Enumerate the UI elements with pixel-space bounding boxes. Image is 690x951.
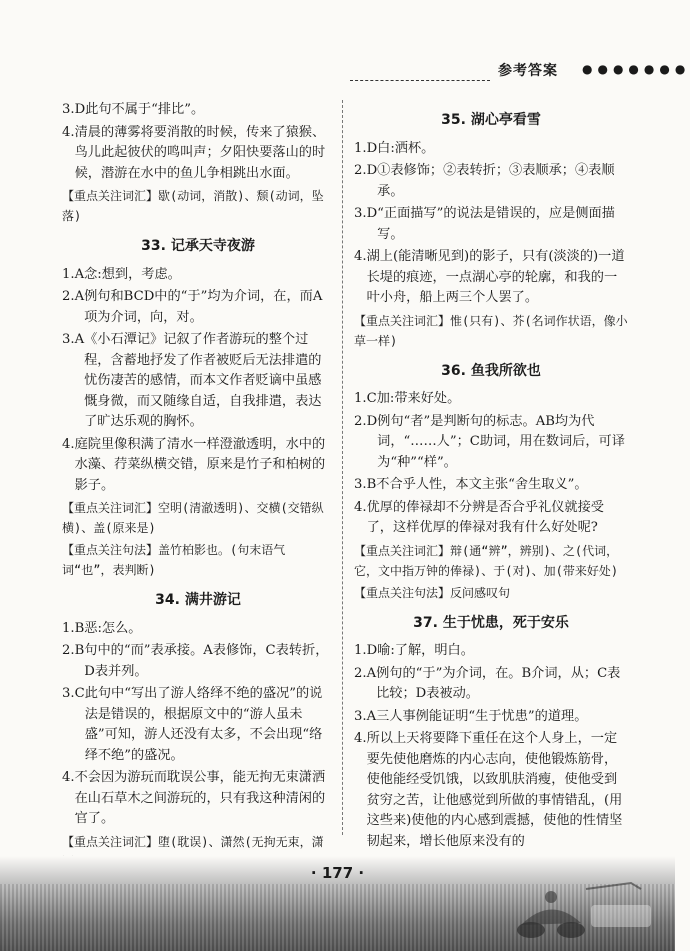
answer-number: 4. [354, 731, 367, 746]
section-title: 35. 湖心亭看雪 [441, 112, 541, 128]
key-note: 【重点关注词汇】惟(只有)、芥(名词作状语，像小草一样) [354, 313, 628, 348]
answer-number: 2.A [354, 665, 377, 681]
answer-item [62, 287, 334, 328]
answer-text: 清晨的薄雾将要消散的时候，传来了猿猴、鸟儿此起彼伏的鸣叫声；夕阳快要落山的时候，潜游在水中的鱼儿争相跳出水面。 [74, 124, 326, 181]
key-note: 【重点关注词汇】堕(耽误)、潇然(无拘无束，潇 [62, 834, 324, 849]
answer-item [354, 247, 628, 309]
answer-text: 此句中“写出了游人络绎不绝的盛况”的说法是错误的，根据原文中的“游人虽未盛”可知，游人还没有太多，不会出现“络绎不绝”的盛况。 [84, 686, 323, 763]
answer-item [354, 641, 628, 662]
answer-item [62, 330, 334, 433]
answer-item [354, 204, 628, 245]
answer-item [354, 389, 628, 410]
key-note: 【重点关注词汇】歇(动词，消散)、颓(动词，坠落) [62, 189, 324, 223]
answer-text: 例句的“于”为介词，在。B介词，从；C表比较；D表被动。 [376, 665, 621, 701]
answer-number: 3.A [62, 332, 85, 347]
answer-item [62, 768, 334, 830]
section-title: 37. 生于忧患，死于安乐 [413, 614, 569, 631]
answer-text: 例句和BCD中的“于”均为介词，在，而A项为介词，向，对。 [84, 289, 323, 325]
answer-item [62, 265, 334, 286]
answer-text: 恶:怎么。 [84, 620, 142, 636]
section-title: 33. 记承天寺夜游 [141, 238, 255, 254]
answer-item [354, 475, 628, 496]
answer-number: 4. [354, 249, 367, 264]
answer-text: 白:洒杯。 [377, 140, 435, 156]
answer-number: 2.A [62, 289, 85, 304]
answer-number: 1.A [62, 266, 85, 282]
answer-item [62, 641, 334, 682]
answer-number: 4. [62, 436, 75, 452]
answer-text: 三人事例能证明“生于忧患”的道理。 [376, 708, 588, 724]
answer-text: 优厚的俸禄却不分辨是否合乎礼仪就接受了，这样优厚的俸禄对我有什么好处呢? [366, 499, 604, 535]
answer-text: 例句“者”是判断句的标志。AB均为代词，“……人”；C助词，用在数词后，可译为“种”“样”。 [377, 413, 625, 470]
answer-number: 3.D [354, 206, 378, 221]
answer-number: 4. [62, 770, 75, 785]
answer-number: 1.D [354, 140, 378, 156]
answer-text: “正面描写”的说法是错误的，应是侧面描写。 [377, 206, 615, 242]
header-dashed-rule [350, 80, 490, 81]
answer-number: 2.D [354, 413, 378, 429]
answer-text: 所以上天将要降下重任在这个人身上，一定要先使他磨炼的内心志向，使他锻炼筋骨，使他能经受饥饿，以致肌肤消瘦，使他受到贫穷之苦，让他感觉到所做的事情错乱，(用这些来)使他的内心感到震撼，使他的性情坚韧起来，增长他原来没有的 [366, 731, 623, 849]
section-title: 34. 满井游记 [155, 592, 241, 608]
answer-text: 句中的“而”表承接。A表修饰，C表转折，D表并列。 [84, 643, 329, 679]
answer-number: 1.B [62, 620, 85, 636]
section-title: 36. 鱼我所欲也 [441, 362, 541, 379]
answer-number: 4. [62, 124, 75, 140]
answer-item [62, 435, 334, 497]
answer-text: 《小石潭记》记叙了作者游玩的整个过程，含蓄地抒发了作者被贬后无法排遣的忧伤凄苦的感情，而本文作者贬谪中虽感慨身微，而又随缘自适，自我排遣，表达了旷达乐观的胸怀。 [84, 332, 322, 429]
answer-text: 喻:了解，明白。 [377, 643, 474, 658]
answer-number: 3.D [62, 102, 86, 117]
answer-text: 不合乎人性，本文主张“舍生取义”。 [376, 477, 588, 492]
answer-item [354, 498, 628, 539]
answer-item [354, 161, 628, 202]
answer-text: 念:想到，考虑。 [84, 266, 181, 282]
answer-number: 3.C [62, 686, 85, 701]
answer-number: 1.C [354, 391, 377, 406]
header-title: 参考答案 [498, 63, 558, 79]
key-note: 【重点关注词汇】空明(清澈透明)、交横(交错纵横)、盖(原来是) [62, 501, 324, 535]
answer-number: 1.D [354, 643, 378, 658]
answer-item [62, 100, 334, 121]
answer-text: 加:带来好处。 [376, 391, 461, 406]
answer-number: 2.B [62, 643, 85, 658]
page-header [350, 60, 690, 86]
key-note: 【重点关注句法】盖竹柏影也。(句末语气词“也”，表判断) [62, 543, 286, 577]
column-divider [342, 100, 343, 835]
header-dots: ●●●●●●● [582, 62, 690, 76]
answer-item [354, 729, 628, 852]
right-column [354, 100, 628, 854]
answer-text: 不会因为游玩而耽误公事，能无拘无束潇洒在山石草木之间游玩的，只有我这种清闲的官了。 [74, 770, 326, 826]
answer-item [354, 412, 628, 474]
key-note: 【重点关注句法】反问感叹句 [354, 585, 511, 600]
answer-item [62, 684, 334, 766]
answer-text: 此句不属于“排比”。 [85, 102, 205, 117]
left-column [62, 100, 334, 874]
answer-number: 2.D [354, 163, 378, 178]
answer-item [62, 123, 334, 185]
page-number: · 177 · [310, 864, 365, 882]
answer-item [354, 707, 628, 728]
answer-number: 3.A [354, 708, 377, 724]
answer-text: 湖上(能清晰见到)的影子，只有(淡淡的)一道长堤的痕迹，一点湖心亭的轮廓，和我的一叶小舟，船上两三个人罢了。 [366, 249, 625, 305]
key-note: 【重点关注词汇】辩(通“辨”，辨别)、之(代词，它，文中指万钟的俸禄)、于(对)、加(带来好处) [354, 543, 619, 578]
answer-item [354, 664, 628, 705]
answer-item [62, 619, 334, 640]
answer-item [354, 139, 628, 160]
answer-text: 庭院里像积满了清水一样澄澈透明，水中的水藻、荇菜纵横交错，原来是竹子和柏树的影子。 [74, 436, 326, 493]
answer-number: 3.B [354, 477, 377, 492]
answer-number: 4. [354, 499, 367, 515]
footer-rider-watermark [491, 875, 661, 945]
answer-text: ①表修饰；②表转折；③表顺承；④表顺承。 [377, 163, 615, 199]
